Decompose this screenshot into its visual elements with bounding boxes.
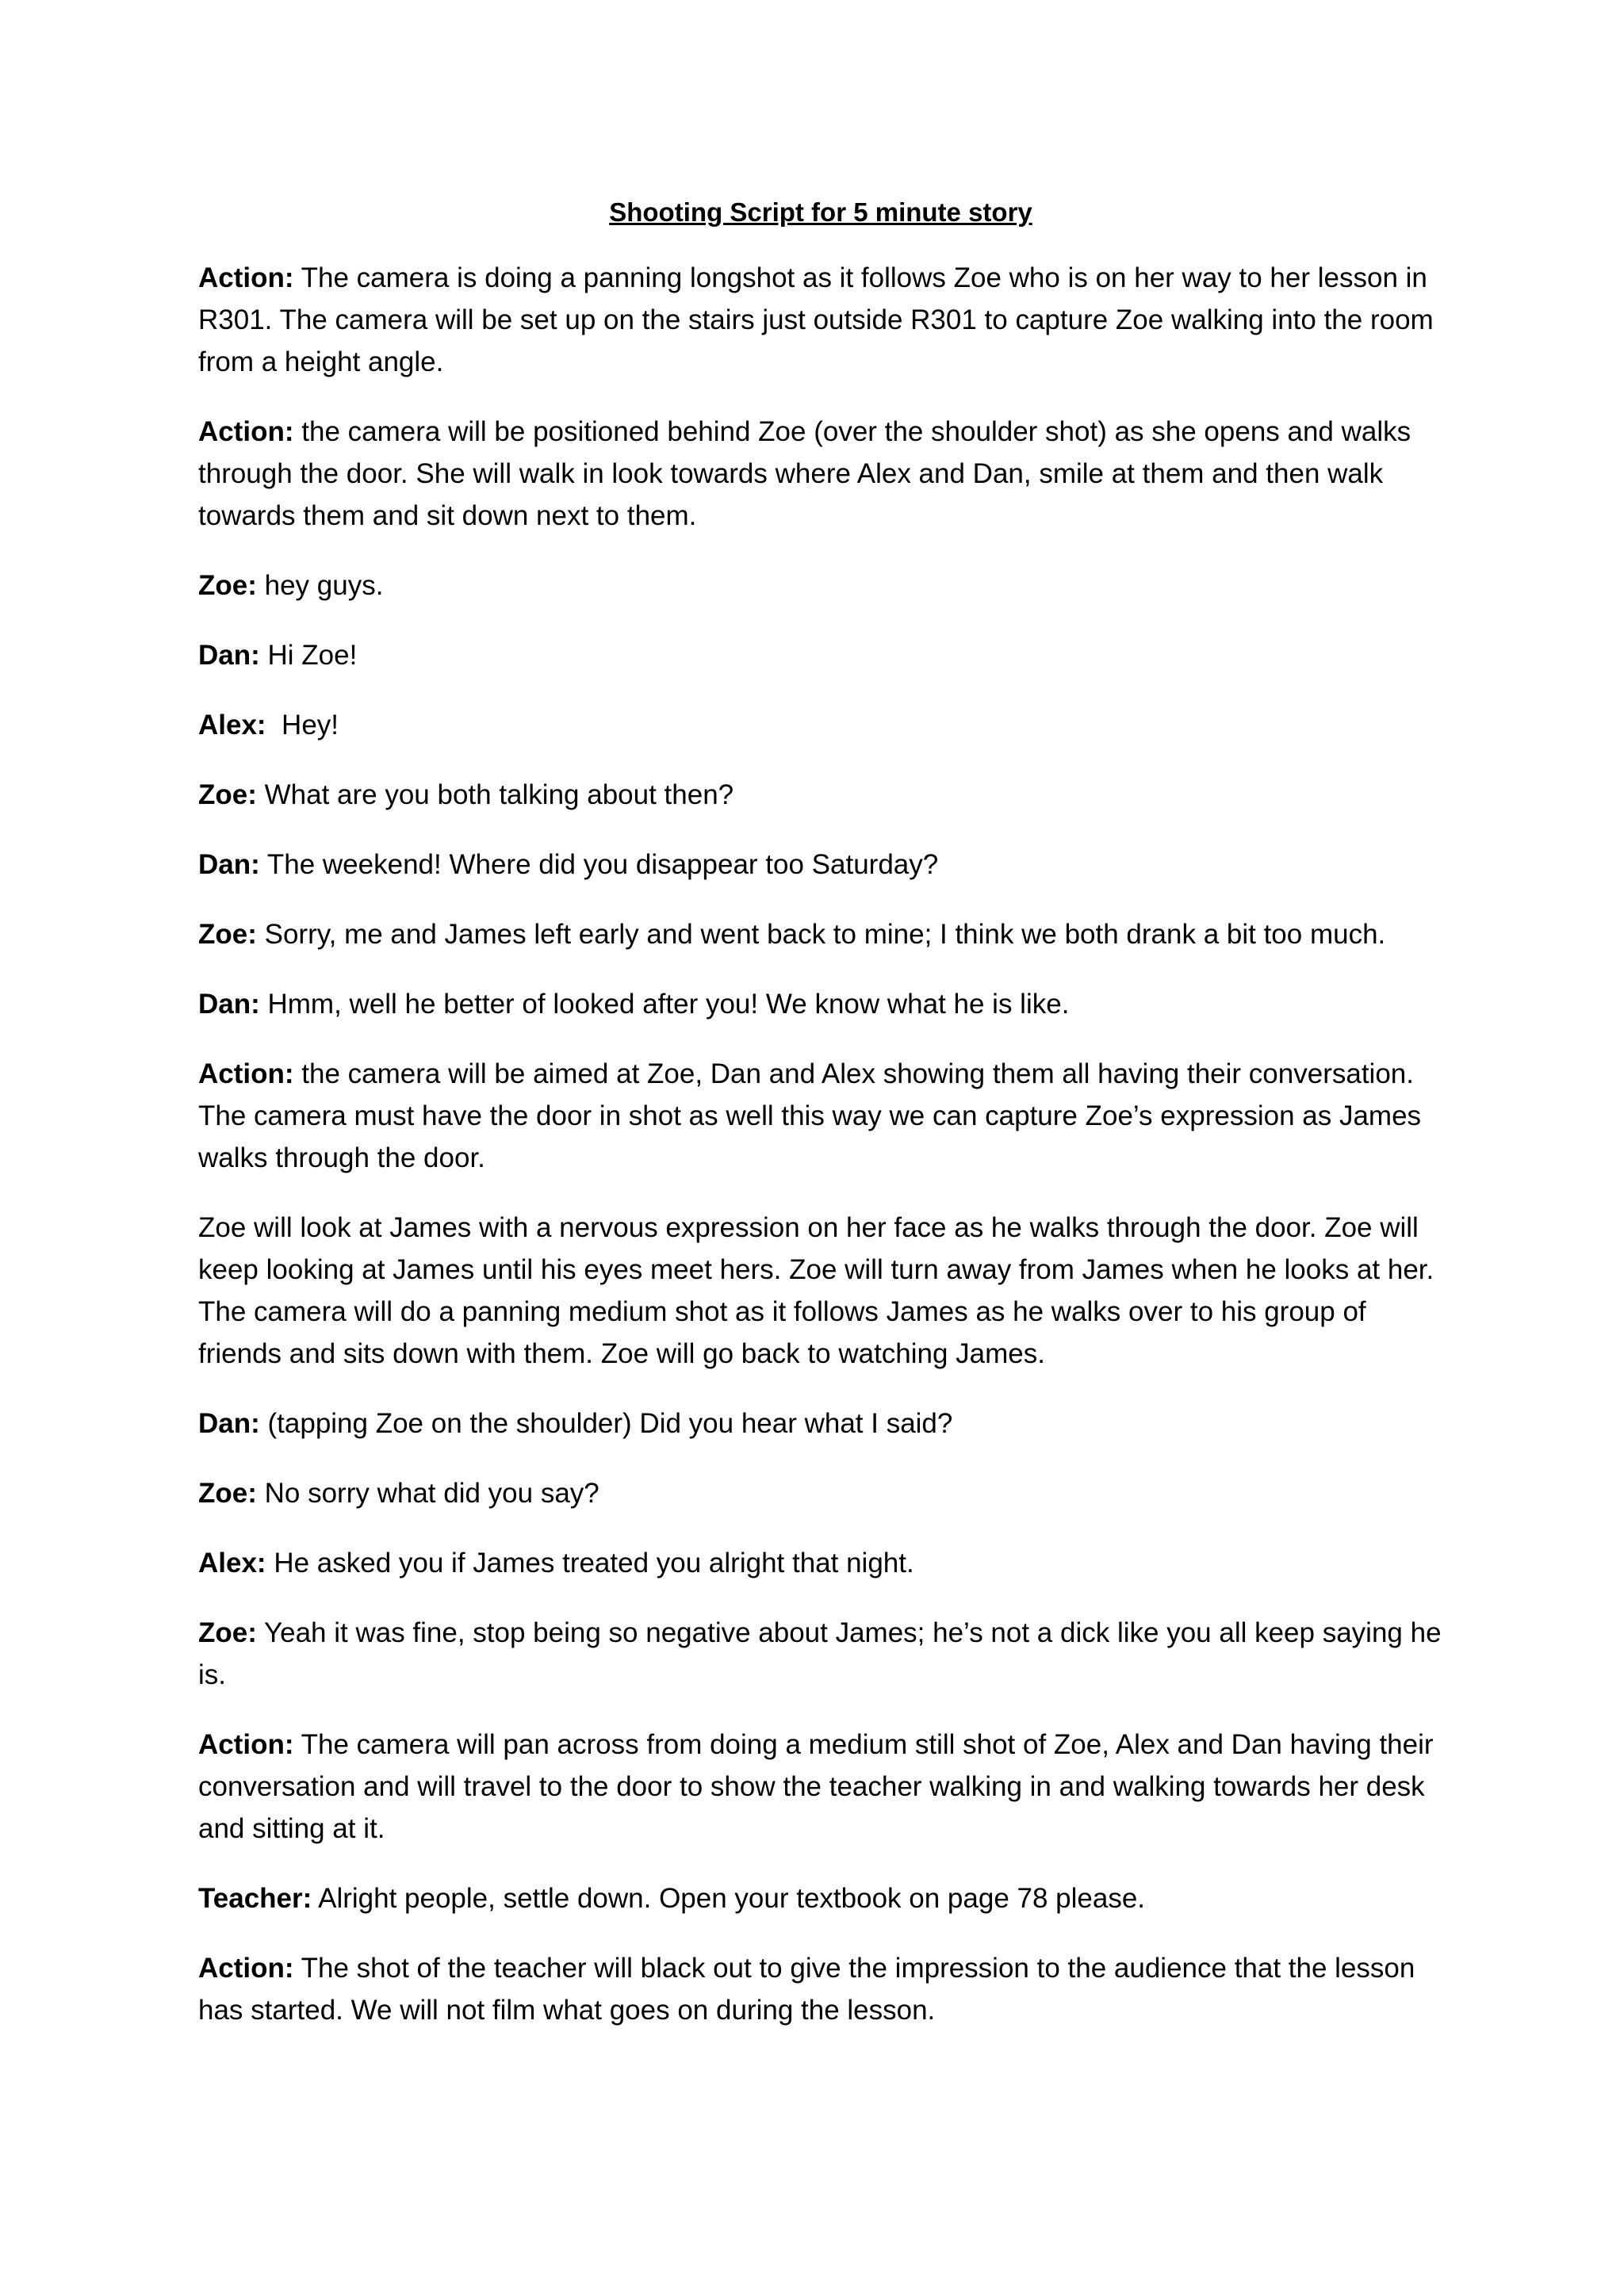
speaker-label: Zoe: [198,1617,257,1648]
script-paragraph-action-3 [198,1053,1443,1179]
dialogue-text: He asked you if James treated you alright that night. [266,1548,914,1578]
dialogue-line [198,844,1443,886]
speaker-label: Alex: [198,710,266,740]
dialogue-line [198,774,1443,816]
dialogue-text: (tapping Zoe on the shoulder) Did you hear what I said? [259,1408,953,1439]
speaker-label: Teacher: [198,1883,312,1914]
speaker-label: Action: [198,1058,294,1089]
dialogue-text: No sorry what did you say? [256,1478,599,1509]
script-paragraph-action-5 [198,1947,1443,2031]
document-page [198,192,1443,2059]
document-title: Shooting Script for 5 minute story [609,197,1032,227]
dialogue-line [198,634,1443,676]
dialogue-line [198,913,1443,955]
speaker-label: Zoe: [198,779,257,810]
dialogue-text: Hmm, well he better of looked after you! We know what he is like. [259,989,1070,1020]
script-paragraph-direction [198,1207,1443,1375]
speaker-label: Alex: [198,1548,266,1578]
script-text: Zoe will look at James with a nervous expression on her face as he walks through the door. Zoe will keep looking at James until his eyes meet hers. Zoe will turn away from James when he looks at her. The camera will do a panning medium shot as it follows James as he walks over to his group of friends and sits down with them. Zoe will go back to watching James. [198,1212,1434,1369]
dialogue-line [198,1877,1443,1919]
speaker-label: Zoe: [198,919,257,950]
dialogue-line [198,1402,1443,1445]
script-paragraph-action-2 [198,411,1443,537]
dialogue-line [198,983,1443,1025]
speaker-label: Dan: [198,849,260,880]
script-paragraph-action-1 [198,257,1443,383]
script-paragraph-action-4 [198,1724,1443,1850]
dialogue-text: Alright people, settle down. Open your textbook on page 78 please. [312,1883,1146,1914]
dialogue-text: Hey! [266,710,339,740]
dialogue-line [198,1472,1443,1514]
dialogue-text: Yeah it was fine, stop being so negative about James; he’s not a dick like you all keep saying he is. [198,1617,1442,1690]
dialogue-line [198,564,1443,607]
speaker-label: Zoe: [198,570,257,601]
dialogue-text: hey guys. [256,570,384,601]
dialogue-text: What are you both talking about then? [256,779,734,810]
speaker-label: Dan: [198,640,260,671]
dialogue-text: Sorry, me and James left early and went back to mine; I think we both drank a bit too much. [256,919,1386,950]
speaker-label: Action: [198,1953,294,1984]
speaker-label: Zoe: [198,1478,257,1509]
speaker-label: Dan: [198,989,260,1020]
dialogue-line [198,704,1443,746]
script-text: The shot of the teacher will black out to give the impression to the audience that the lesson has started. We will not film what goes on during the lesson. [198,1953,1415,2026]
script-text: the camera will be aimed at Zoe, Dan and Alex showing them all having their conversation. The camera must have the door in shot as well this way we can capture Zoe’s expression as James walks through the door. [198,1058,1422,1173]
script-text: The camera is doing a panning longshot as it follows Zoe who is on her way to her lesson in R301. The camera will be set up on the stairs just outside R301 to capture Zoe walking into the room from a height angle. [198,262,1434,377]
speaker-label: Action: [198,1729,294,1760]
dialogue-text: Hi Zoe! [259,640,358,671]
script-text: The camera will pan across from doing a medium still shot of Zoe, Alex and Dan having their conversation and will travel to the door to show the teacher walking in and walking towards her desk and sitting at it. [198,1729,1434,1844]
dialogue-line [198,1542,1443,1584]
dialogue-text: The weekend! Where did you disappear too Saturday? [259,849,939,880]
script-text: the camera will be positioned behind Zoe (over the shoulder shot) as she opens and walks through the door. She will walk in look towards where Alex and Dan, smile at them and then walk towards them and sit down next to them. [198,416,1411,531]
speaker-label: Dan: [198,1408,260,1439]
speaker-label: Action: [198,416,294,447]
speaker-label: Action: [198,262,294,293]
dialogue-line [198,1612,1443,1696]
